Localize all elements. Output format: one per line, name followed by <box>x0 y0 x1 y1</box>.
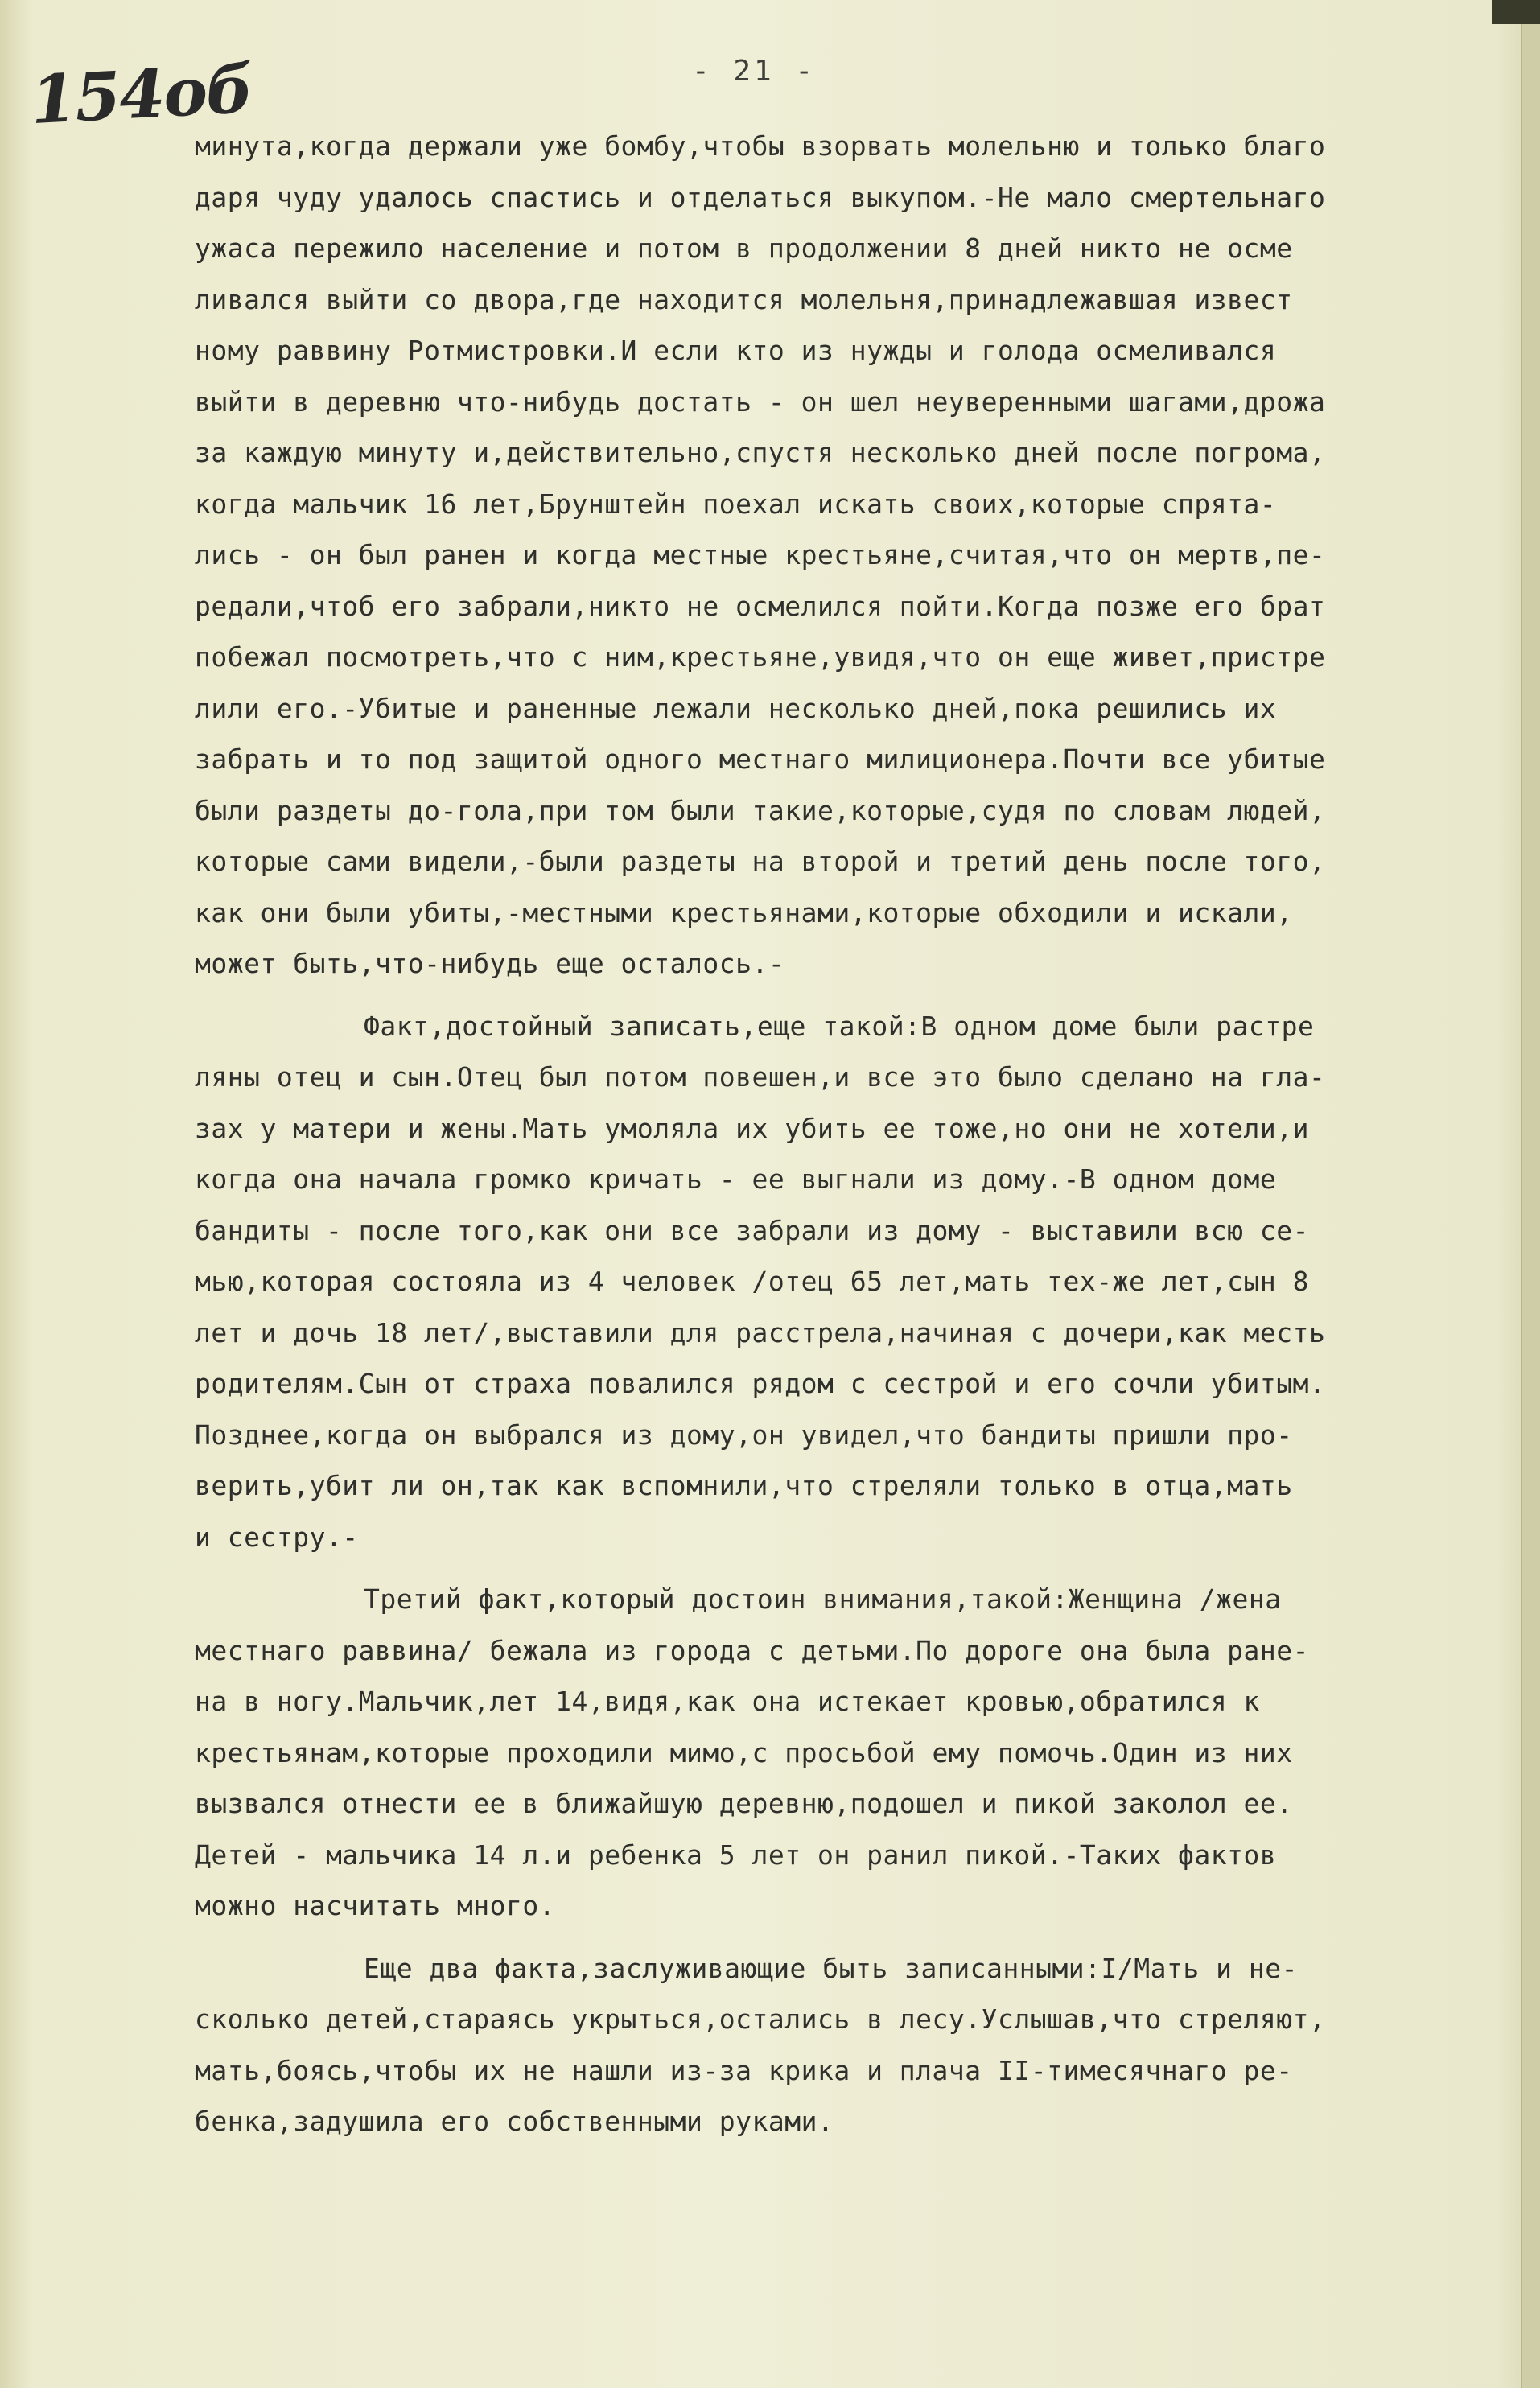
text-line: бандиты - после того,как они все забрали из дому - выставили всю се- <box>195 1214 1310 1246</box>
page-right-edge <box>1521 0 1540 2388</box>
text-line: сколько детей,стараясь укрыться,остались в лесу.Услышав,что стреляют, <box>195 2003 1326 2035</box>
text-line: минута,когда держали уже бомбу,чтобы взорвать молельню и только благо <box>195 130 1326 162</box>
text-line: лет и дочь 18 лет/,выставили для расстрела,начиная с дочери,как месть <box>195 1316 1326 1348</box>
text-line: вызвался отнести ее в ближайшую деревню,подошел и пикой заколол ее. <box>195 1788 1293 1819</box>
text-line: на в ногу.Мальчик,лет 14,видя,как она истекает кровью,обратился к <box>195 1686 1260 1717</box>
text-line: может быть,что-нибудь еще осталось.- <box>195 948 785 979</box>
text-line: были раздеты до-гола,при том были такие,которые,судя по словам людей, <box>195 794 1326 826</box>
text-line: верить,убит ли он,так как вспомнили,что стреляли только в отца,мать <box>195 1470 1293 1501</box>
text-line: и сестру.- <box>195 1521 359 1553</box>
text-line: зах у матери и жены.Мать умоляла их убить ее тоже,но они не хотели,и <box>195 1112 1310 1144</box>
text-line: за каждую минуту и,действительно,спустя несколько дней после погрома, <box>195 437 1326 468</box>
text-line: Еще два факта,заслуживающие быть записанными:I/Мать и не- <box>364 1952 1298 1984</box>
text-line: Факт,достойный записать,еще такой:В одном доме были растре <box>364 1010 1315 1042</box>
text-line: Позднее,когда он выбрался из дому,он увидел,что бандиты пришли про- <box>195 1418 1293 1451</box>
text-line: лили его.-Убитые и раненные лежали несколько дней,пока решились их <box>195 692 1277 724</box>
text-line: ному раввину Ротмистровки.И если кто из нужды и голода осмеливался <box>195 335 1277 366</box>
page-number: - 21 - <box>692 55 817 88</box>
text-line: бенка,задушила его собственными руками. <box>195 2106 834 2137</box>
text-line: побежал посмотреть,что с ним,крестьяне,увидя,что он еще живет,пристре <box>195 641 1326 673</box>
text-line: даря чуду удалось спастись и отделаться выкупом.-Не мало смертельнаго <box>195 181 1326 213</box>
text-line: которые сами видели,-были раздеты на второй и третий день после того, <box>195 846 1326 877</box>
text-line: местнаго раввина/ бежала из города с детьми.По дороге она была ране- <box>195 1634 1310 1666</box>
text-line: мью,которая состояла из 4 человек /отец 65 лет,мать тех-же лет,сын 8 <box>195 1266 1310 1297</box>
text-line: забрать и то под защитой одного местнаго милиционера.Почти все убитые <box>195 743 1326 775</box>
typewritten-body-text <box>195 121 1514 2147</box>
text-line: лись - он был ранен и когда местные крестьяне,считая,что он мертв,пе- <box>195 539 1326 570</box>
text-line: родителям.Сын от страха повалился рядом с сестрой и его сочли убитым. <box>195 1368 1326 1399</box>
text-line: ливался выйти со двора,где находится молельня,принадлежавшая извест <box>195 283 1293 315</box>
text-line: Третий факт,который достоин внимания,такой:Женщина /жена <box>364 1583 1282 1615</box>
text-line: можно насчитать много. <box>195 1890 556 1921</box>
text-line: Детей - мальчика 14 л.и ребенка 5 лет он ранил пикой.-Таких фактов <box>195 1838 1277 1871</box>
text-line: ляны отец и сын.Отец был потом повешен,и все это было сделано на гла- <box>195 1061 1326 1093</box>
text-line: выйти в деревню что-нибудь достать - он шел неуверенными шагами,дрожа <box>195 385 1326 418</box>
text-line: когда она начала громко кричать - ее выгнали из дому.-В одном доме <box>195 1163 1277 1195</box>
text-line: редали,чтоб его забрали,никто не осмелился пойти.Когда позже его брат <box>195 590 1326 622</box>
text-line: мать,боясь,чтобы их не нашли из-за крика и плача II-тимесячнаго ре- <box>195 2054 1293 2086</box>
text-line: ужаса пережило население и потом в продолжении 8 дней никто не осме <box>195 233 1293 264</box>
text-line: крестьянам,которые проходили мимо,с просьбой ему помочь.Один из них <box>195 1736 1293 1768</box>
corner-binding-mark <box>1492 0 1540 24</box>
text-line: как они были убиты,-местными крестьянами,которые обходили и искали, <box>195 896 1293 928</box>
handwritten-folio-number: 154об <box>28 50 254 140</box>
text-line: когда мальчик 16 лет,Брунштейн поехал искать своих,которые спрята- <box>195 488 1277 520</box>
